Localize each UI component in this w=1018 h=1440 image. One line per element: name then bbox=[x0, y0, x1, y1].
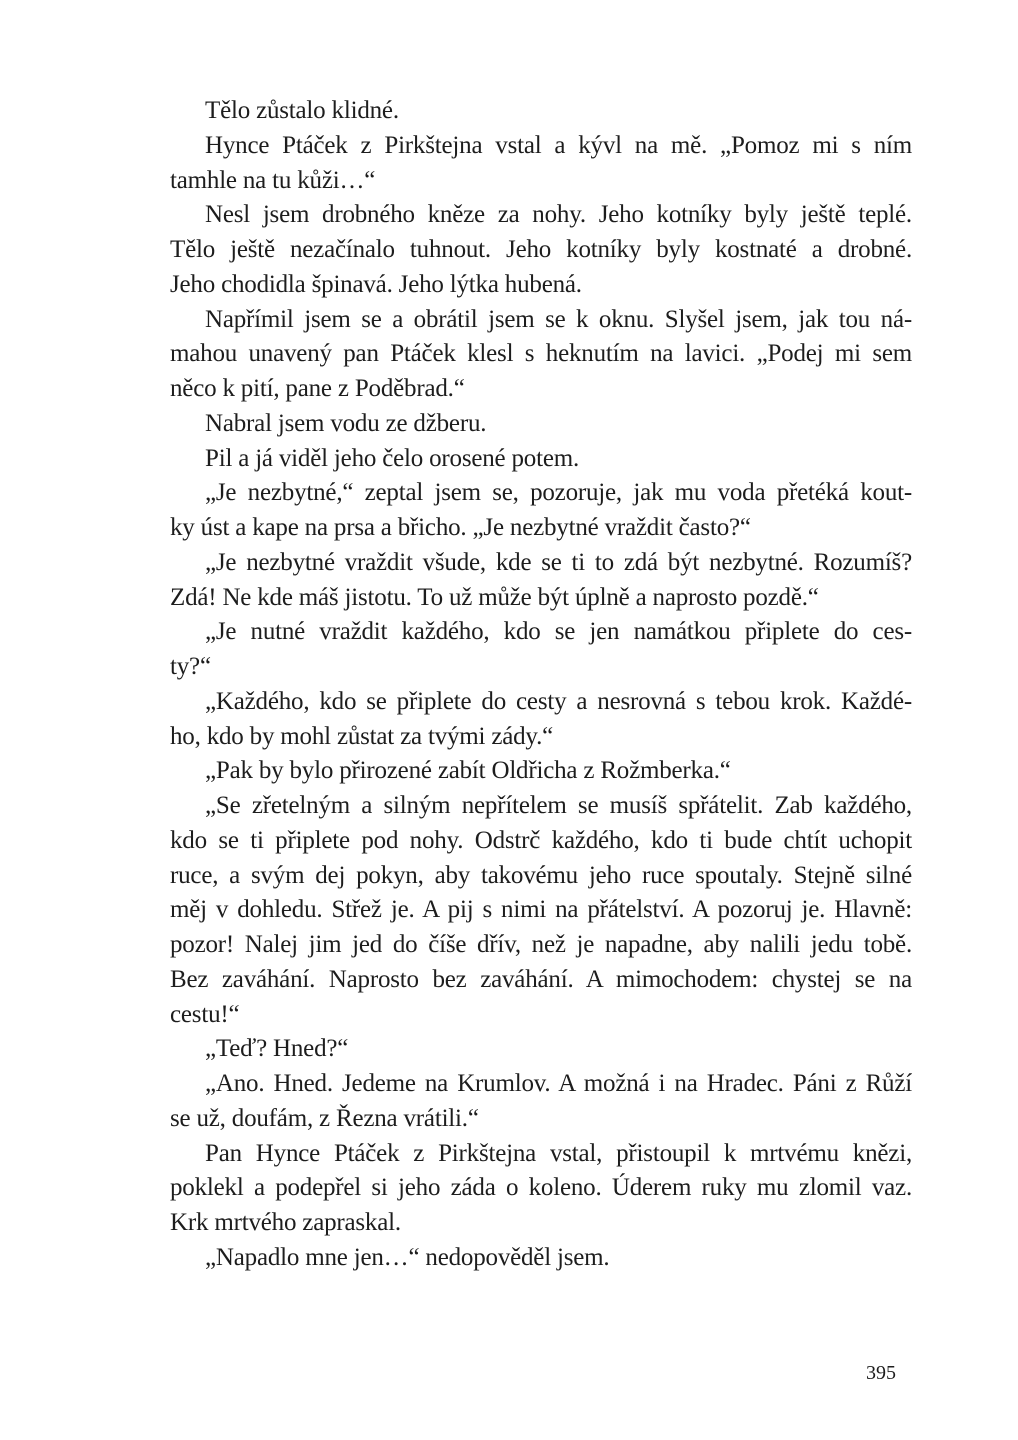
text-line: Bez zaváhání. Naprosto bez zaváhání. A mimochodem: chystej se na bbox=[170, 965, 912, 993]
text-line: ky úst a kape na prsa a břicho. „Je nezbytné vraždit často?“ bbox=[170, 514, 751, 541]
text-line: ruce, a svým dej pokyn, aby takovému jeho ruce spoutaly. Stejně silné bbox=[170, 861, 912, 889]
text-line: Tělo ještě nezačínalo tuhnout. Jeho kotníky byly kostnaté a drobné. bbox=[170, 236, 912, 263]
text-line: Jeho chodidla špinavá. Jeho lýtka hubená. bbox=[170, 270, 582, 298]
text-line: „Teď? Hned?“ bbox=[205, 1035, 349, 1063]
text-line: „Každého, kdo se připlete do cesty a nesrovná s tebou krok. Každé- bbox=[205, 687, 912, 715]
text-line: mahou unavený pan Ptáček klesl s heknutím na lavici. „Podej mi sem bbox=[170, 340, 912, 368]
text-line: „Pak by bylo přirozené zabít Oldřicha z Rožmberka.“ bbox=[205, 757, 731, 785]
text-line: Pan Hynce Ptáček z Pirkštejna vstal, přistoupil k mrtvému knězi, bbox=[205, 1139, 912, 1167]
text-line: „Je nutné vraždit každého, kdo se jen namátkou připlete do ces- bbox=[205, 618, 912, 646]
text-line: cestu!“ bbox=[170, 1000, 240, 1028]
text-line: Hynce Ptáček z Pirkštejna vstal a kývl na mě. „Pomoz mi s ním bbox=[205, 131, 912, 159]
text-line: Tělo zůstalo klidné. bbox=[205, 97, 399, 124]
text-line: něco k pití, pane z Poděbrad.“ bbox=[170, 375, 465, 402]
text-line: „Napadlo mne jen…“ nedopověděl jsem. bbox=[205, 1243, 610, 1271]
text-line: tamhle na tu kůži…“ bbox=[170, 166, 376, 194]
text-line: „Je nezbytné,“ zeptal jsem se, pozoruje, jak mu voda přetéká kout- bbox=[205, 479, 912, 507]
text-line: se už, doufám, z Řezna vrátili.“ bbox=[170, 1104, 479, 1132]
page-number: 395 bbox=[866, 1362, 896, 1384]
text-line: Pil a já viděl jeho čelo orosené potem. bbox=[205, 444, 580, 472]
text-line: ho, kdo by mohl zůstat za tvými zády.“ bbox=[170, 722, 554, 750]
text-line: měj v dohledu. Střež je. A pij s nimi na přátelství. A pozoruj je. Hlavně: bbox=[170, 896, 912, 924]
text-line: Nesl jsem drobného kněze za nohy. Jeho kotníky byly ještě teplé. bbox=[205, 201, 912, 229]
text-line: „Ano. Hned. Jedeme na Krumlov. A možná i na Hradec. Páni z Růží bbox=[205, 1070, 912, 1097]
body-text bbox=[170, 94, 912, 1276]
text-line: Nabral jsem vodu ze džberu. bbox=[205, 409, 487, 437]
text-line: „Je nezbytné vraždit všude, kde se ti to zdá být nezbytné. Rozumíš? bbox=[205, 548, 912, 576]
text-line: „Se zřetelným a silným nepřítelem se musíš spřátelit. Zab každého, bbox=[205, 792, 912, 819]
text-line: Krk mrtvého zapraskal. bbox=[170, 1209, 401, 1236]
text-line: Zdá! Ne kde máš jistotu. To už může být úplně a naprosto pozdě.“ bbox=[170, 583, 819, 611]
text-line: ty?“ bbox=[170, 653, 211, 680]
text-line: kdo se ti připlete pod nohy. Odstrč každého, kdo ti bude chtít uchopit bbox=[170, 826, 912, 854]
text-line: Napřímil jsem se a obrátil jsem se k oknu. Slyšel jsem, jak tou ná- bbox=[205, 305, 912, 333]
text-line: pozor! Nalej jim jed do číše dřív, než je napadne, aby nalili jedu tobě. bbox=[170, 931, 912, 958]
text-line: poklekl a podepřel si jeho záda o koleno. Úderem ruky mu zlomil vaz. bbox=[170, 1174, 912, 1202]
